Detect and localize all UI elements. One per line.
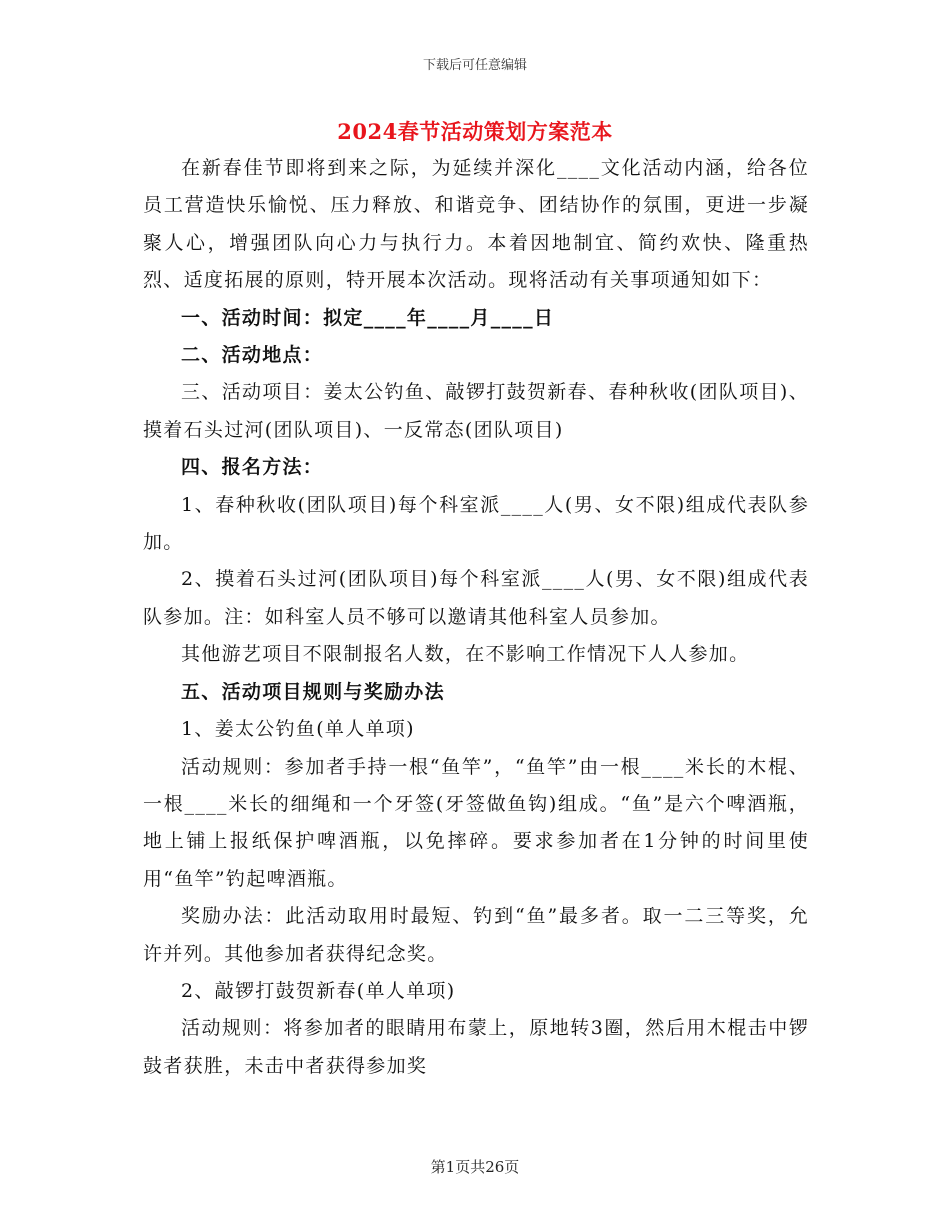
rule-item-2-heading: 2、敲锣打鼓贺新春(单人单项) — [181, 979, 456, 1002]
activity-items-paragraph: 三、活动项目：姜太公钓鱼、敲锣打鼓贺新春、春种秋收(团队项目)、摸着石头过河(团队项目)、一反常态(团队项目) — [143, 381, 809, 441]
page-footer: 第1页共26页 — [430, 1158, 520, 1176]
registration-item-1: 1、春种秋收(团队项目)每个科室派____人(男、女不限)组成代表队参加。 — [143, 493, 809, 554]
section-heading-time: 一、活动时间：拟定____年____月____日 — [181, 306, 555, 329]
section-heading-registration: 四、报名方法： — [181, 456, 324, 479]
intro-paragraph: 在新春佳节即将到来之际，为延续并深化____文化活动内涵，给各位员工营造快乐愉悦、压力释放、和谐竞争、团结协作的氛围，更进一步凝聚人心，增强团队向心力与执行力。本着因地制宜、简约欢快、隆重热烈、适度拓展的原则，特开展本次活动。现将活动有关事项通知如下： — [143, 157, 809, 292]
registration-note: 其他游艺项目不限制报名人数，在不影响工作情况下人人参加。 — [181, 643, 750, 666]
rule-item-1-rewards: 奖励办法：此活动取用时最短、钓到“鱼”最多者。取一二三等奖，允许并列。其他参加者获得纪念奖。 — [143, 905, 809, 965]
registration-item-2: 2、摸着石头过河(团队项目)每个科室派____人(男、女不限)组成代表队参加。注：如科室人员不够可以邀请其他科室人员参加。 — [143, 568, 809, 628]
section-heading-rules: 五、活动项目规则与奖励办法 — [181, 680, 445, 703]
document-title: 2024春节活动策划方案范本 — [337, 119, 613, 144]
rule-item-1-rules: 活动规则：参加者手持一根“鱼竿”，“鱼竿”由一根____米长的木棍、一根____米长的细绳和一个牙签(牙签做鱼钩)组成。“鱼”是六个啤酒瓶，地上铺上报纸保护啤酒瓶，以免摔碎。要求参加者在1分钟的时间里使用“鱼竿”钓起啤酒瓶。 — [143, 755, 809, 890]
rule-item-2-rules: 活动规则：将参加者的眼睛用布蒙上，原地转3圈，然后用木棍击中锣鼓者获胜，未击中者获得参加奖 — [143, 1017, 809, 1077]
rule-item-1-heading: 1、姜太公钓鱼(单人单项) — [181, 718, 415, 741]
section-heading-location: 二、活动地点： — [181, 344, 324, 367]
header-note: 下载后可任意编辑 — [422, 58, 527, 73]
document-body — [143, 150, 809, 1085]
